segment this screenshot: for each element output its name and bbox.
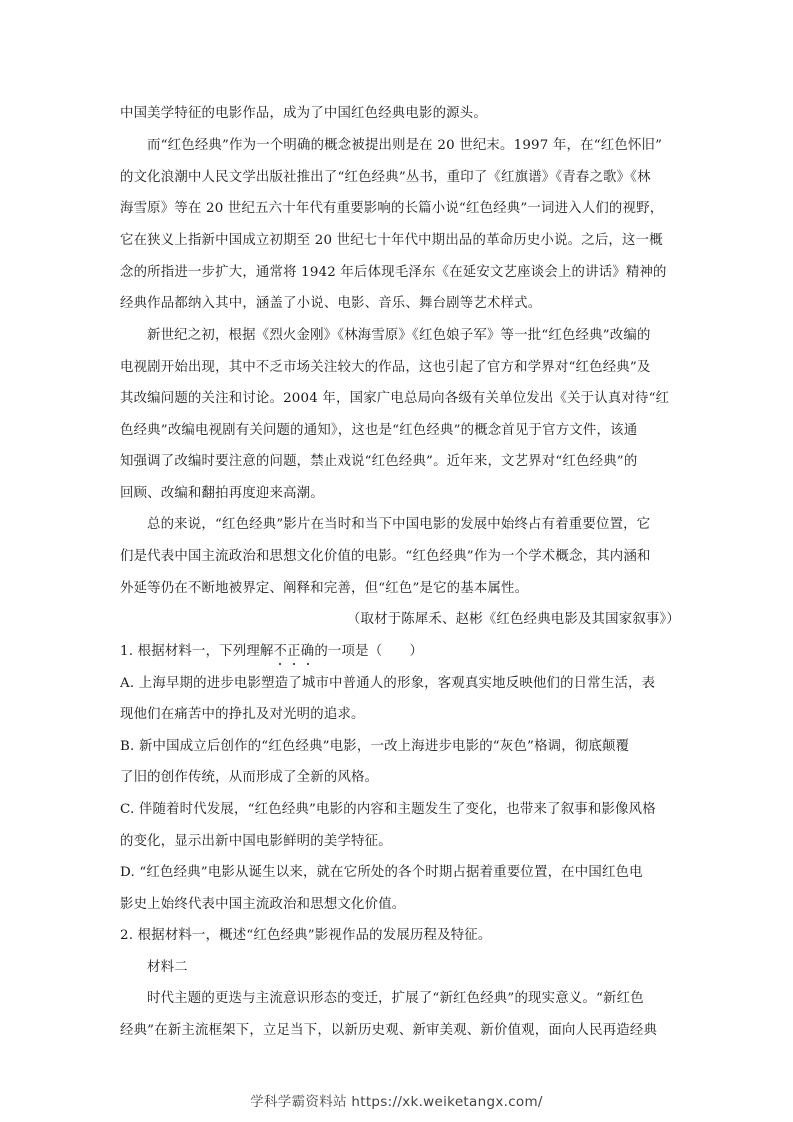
paragraph-line: 的文化浪潮中人民文学出版社推出了“红色经典”丛书，重印了《红旗谱》《青春之歌》《林	[120, 170, 651, 185]
source-citation: （取材于陈犀禾、赵彬《红色经典电影及其国家叙事》）	[346, 612, 680, 627]
material-2-heading: 材料二	[147, 960, 188, 975]
paragraph-line: 新世纪之初，根据《烈火金刚》《林海雪原》《红色娘子军》等一批“红色经典”改编的	[147, 328, 651, 343]
option-a: A. 上海早期的进步电影塑造了城市中普通人的形象，客观真实地反映他们的日常生活，表	[120, 676, 656, 691]
option-c-cont: 的变化，显示出新中国电影鲜明的美学特征。	[120, 834, 392, 849]
question-2: 2. 根据材料一，概述“红色经典”影视作品的发展历程及特征。	[120, 928, 492, 943]
emphasis-char: 不	[273, 644, 288, 659]
emphasis-char: 正	[287, 644, 301, 659]
paragraph-line: 外延等仍在不断地被界定、阐释和完善，但“红色”是它的基本属性。	[120, 581, 529, 596]
option-d: D. “红色经典”电影从诞生以来，就在它所处的各个时期占据着重要位置，在中国红色电	[120, 865, 643, 880]
paragraph-line: 它在狭义上指新中国成立初期至 20 世纪七十年代中期出品的革命历史小说。之后，这一概	[120, 233, 663, 248]
paragraph-line: 电视剧开始出现，其中不乏市场关注较大的作品，这也引起了官方和学界对“红色经典”及	[120, 360, 651, 375]
paragraph-line: 色经典”改编电视剧有关问题的通知》，这也是“红色经典”的概念首见于官方文件，该通	[120, 423, 638, 438]
option-b-cont: 了旧的创作传统，从而形成了全新的风格。	[120, 770, 379, 785]
paragraph-line: 总的来说，“红色经典”影片在当时和当下中国电影的发展中始终占有着重要位置，它	[147, 517, 651, 532]
paragraph-line: 时代主题的更迭与主流意识形态的变迁，扩展了“新红色经典”的现实意义。“新红色	[147, 991, 644, 1006]
paragraph-line: 而“红色经典”作为一个明确的概念被提出则是在 20 世纪末。1997 年，在“红色怀旧”	[147, 138, 663, 153]
question-1-prefix: 1. 根据材料一，下列理解	[120, 644, 274, 659]
option-a-cont: 现他们在痛苦中的挣扎及对光明的追求。	[120, 707, 365, 722]
paragraph-line: 海雪原》等在 20 世纪五六十年代有重要影响的长篇小说“红色经典”一词进入人们的视野，	[120, 201, 664, 216]
paragraph-line: 中国美学特征的电影作品，成为了中国红色经典电影的源头。	[120, 106, 487, 121]
emphasis-char: 确	[300, 644, 315, 659]
question-1	[120, 643, 423, 661]
paragraph-line: 知强调了改编时要注意的问题，禁止戏说“红色经典”。近年来，文艺界对“红色经典”的	[120, 454, 638, 469]
paragraph-line: 们是代表中国主流政治和思想文化价值的电影。“红色经典”作为一个学术概念，其内涵和	[120, 549, 651, 564]
option-c: C. 伴随着时代发展，“红色经典”电影的内容和主题发生了变化，也带来了叙事和影像风格	[120, 802, 656, 817]
paragraph-line: 经典”在新主流框架下，立足当下，以新历史观、新审美观、新价值观，面向人民再造经典	[120, 1023, 658, 1038]
paragraph-line: 念的所指进一步扩大，通常将 1942 年后体现毛泽东《在延安文艺座谈会上的讲话》精神的	[120, 265, 667, 280]
paragraph-line: 回顾、改编和翻拍再度迎来高潮。	[120, 486, 324, 501]
option-b: B. 新中国成立后创作的“红色经典”电影，一改上海进步电影的“灰色”格调，彻底颠覆	[120, 739, 630, 754]
paragraph-line: 其改编问题的关注和讨论。2004 年，国家广电总局向各级有关单位发出《关于认真对待“红	[120, 391, 670, 406]
paragraph-line: 经典作品都纳入其中，涵盖了小说、电影、音乐、舞台剧等艺术样式。	[120, 296, 542, 311]
footer-watermark: 学科学霸资料站 https://xk.weiketangx.com/	[250, 1094, 543, 1110]
question-1-suffix: 的一项是（ ）	[314, 644, 424, 659]
option-d-cont: 影史上始终代表中国主流政治和思想文化价值。	[120, 897, 406, 912]
